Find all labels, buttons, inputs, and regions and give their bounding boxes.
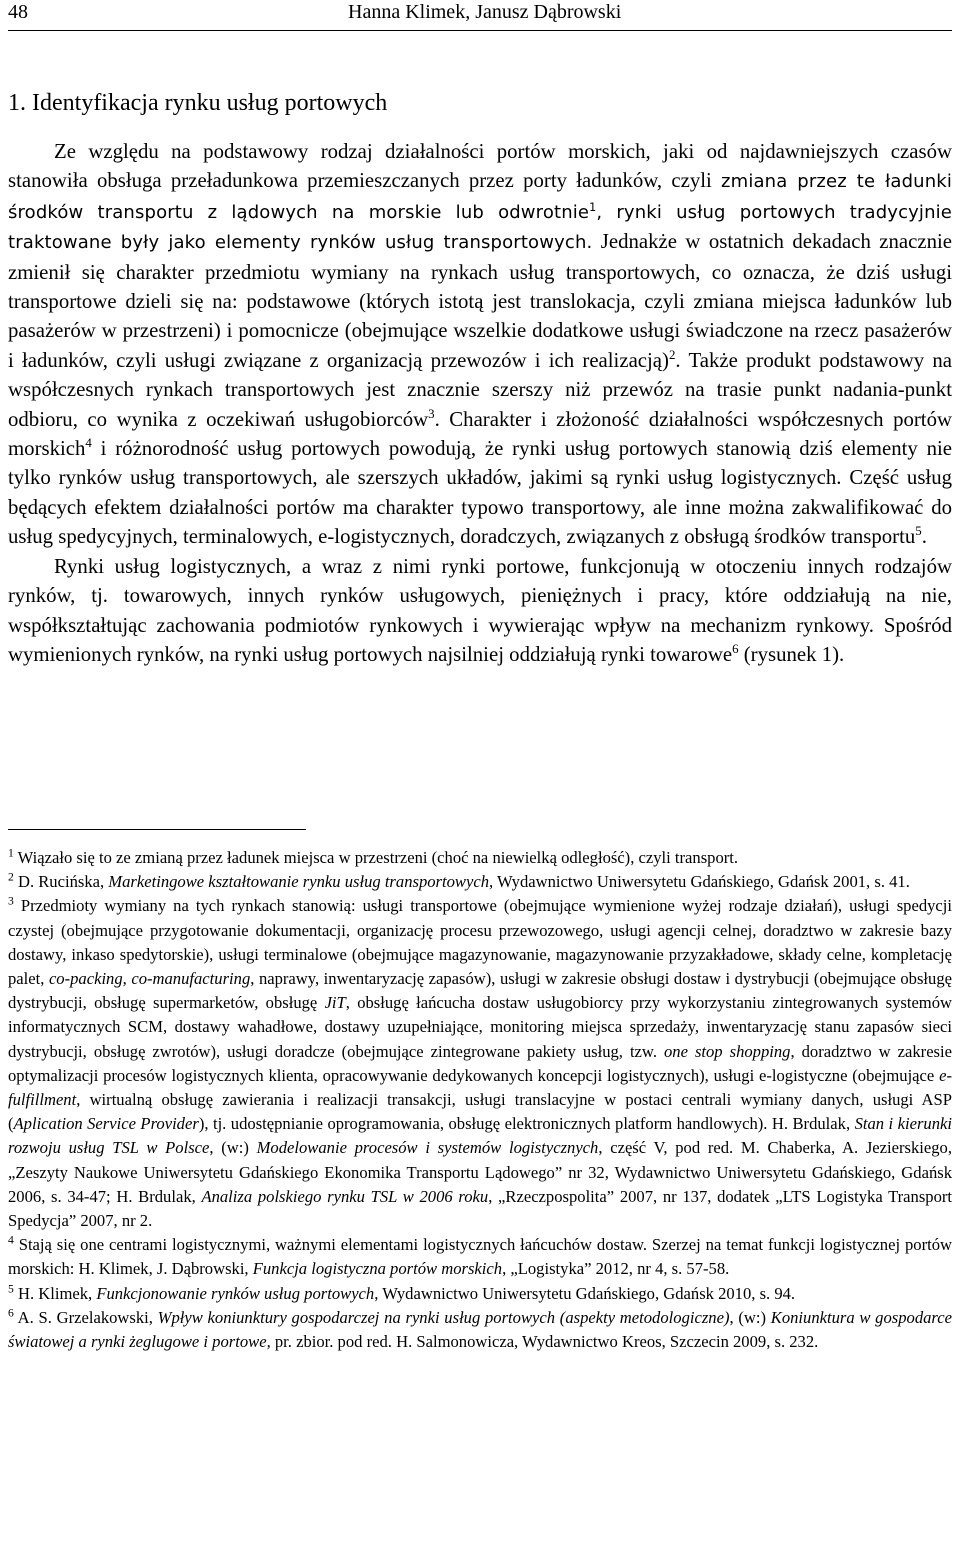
footnote-title: Marketingowe kształtowanie rynku usług transportowych	[108, 872, 489, 892]
footnote-text: , część V, pod red. M. Chaberka, A. Jezierskiego, „Zeszyty Naukowe Uniwersytetu Gdańskiego Ekonomika Transportu Lądowego” nr 32, Wydawnictwo Uniwersytetu Gdańskiego, Gdańsk 2006, s. 34-47; H. Brdulak,	[8, 1138, 952, 1206]
footnote-title: Funkcja logistyczna portów morskich	[252, 1259, 503, 1279]
footnote-text: , (w:)	[209, 1138, 257, 1158]
footnote-term: e-fulfillment	[8, 1065, 952, 1110]
footnote-text: Stają się one centrami logistycznymi, ważnymi elementami logistycznych łańcuchów dostaw. Szerzej na temat funkcji logistycznej portów morskich: H. Klimek, J. Dąbrowski,	[8, 1235, 952, 1279]
paragraph-1-part: . Także produkt podstawowy na współczesnych rynkach transportowych jest znacznie szerszy niż przewóz na trasie punkt nadania-punkt odbioru, co wynika z oczekiwań usługobiorców	[8, 348, 952, 431]
footnote-number: 2	[8, 870, 14, 884]
footnote-title: Modelowanie procesów i systemów logistycznych	[256, 1138, 599, 1158]
footnote-text: Przedmioty wymiany na tych rynkach stanowią: usługi transportowe (obejmujące wymienione wyżej rodzaje działań), usługi spedycji czystej (obejmujące przygotowanie dokumentacji, organizację procesu przewozowego, usługi agencji celnej, doradztwo w zakresie bazy dostawy, inkaso spedytorskie), usługi terminalowe (obejmujące magazynowanie, magazynowanie przyzakładowe, składy celne, kompletację palet,	[8, 896, 952, 989]
footnote-ref-4: 4	[85, 436, 92, 451]
footnote-6	[8, 1306, 952, 1354]
footnote-text: , naprawy, inwentaryzację zapasów), usługi w zakresie obsługi dostaw i dystrybucji (obejmujące obsługę dystrybucji, obsługę supermarketów, obsługę	[8, 969, 952, 1013]
footnote-term: co-packing, co-manufacturing	[48, 969, 251, 989]
footnote-text: , (w:)	[729, 1307, 771, 1327]
footnote-number: 4	[8, 1233, 14, 1247]
paragraph-1-part: zmiana przez te ładunki środków transportu z lądowych na morskie lub odwrotnie	[8, 171, 952, 223]
running-head	[8, 0, 952, 30]
footnote-title: Analiza polskiego rynku TSL w 2006 roku	[201, 1186, 489, 1206]
footnote-text: H. Klimek,	[13, 1283, 97, 1303]
paragraph-1-part: .	[921, 525, 927, 549]
footnotes	[8, 846, 952, 1354]
footnote-1	[8, 846, 952, 870]
footnote-number: 3	[8, 894, 14, 908]
footnote-2	[8, 870, 952, 894]
footnote-text: Wiązało się to ze zmianą przez ładunek miejsca w przestrzeni (choć na niewielką odległość), czyli transport.	[13, 848, 739, 867]
paragraph-1-part: i różnorodność usług portowych powodują, że rynki usług portowych stanowią dziś elementy nie tylko rynków usług transportowych, ale szerszych układów, jakimi są rynki usług logistycznych. Część usług będących efektem działalności portów ma charakter typowo transportowy, ale inne można zakwalifikować do usług spedycyjnych, terminalowych, e-logistycznych, doradczych, związanych z obsługą środków transportu	[8, 437, 952, 549]
paragraph-2-part: (rysunek 1).	[738, 642, 845, 666]
section-heading: 1. Identyfikacja rynku usług portowych	[8, 90, 388, 116]
footnote-title: Stan i kierunki rozwoju usług TSL w Polsce	[8, 1114, 953, 1158]
footnote-3	[8, 894, 952, 1233]
paragraph-1-part: . Charakter i złożoność działalności współczesnych portów morskich	[8, 407, 952, 461]
footnote-number: 6	[8, 1306, 14, 1320]
footnote-title: Wpływ koniunktury gospodarczej na rynki usług portowych (aspekty metodologiczne)	[157, 1307, 730, 1327]
footnote-text: , obsługę łańcucha dostaw usługobiorcy przy wykorzystaniu zintegrowanych systemów informatycznych SCM, dostawy wahadłowe, dostawy uzupełniające, monitoring miejsca sprzedaży, inwentaryzację stanu zapasów sieci dystrybucji, obsługę zwrotów), usługi doradcze (obejmujące zintegrowane pakiety usług, tzw.	[8, 993, 952, 1061]
running-head-authors: Hanna Klimek, Janusz Dąbrowski	[348, 1, 622, 23]
paragraph-1-part: , rynki usług portowych tradycyjnie traktowane były jako elementy rynków usług transportowych.	[8, 201, 953, 254]
header-rule	[8, 30, 952, 31]
footnote-title: Funkcjonowanie rynków usług portowych	[96, 1283, 375, 1303]
paragraph-1-part: Jednakże w ostatnich dekadach znacznie zmienił się charakter przedmiotu wymiany na rynkach usług transportowych, co oznacza, że dziś usługi transportowe dzieli się na: podstawowe (których istotą jest translokacja, czyli zmiana miejsca ładunków lub pasażerów w przestrzeni) i pomocnicze (obejmujące wszelkie dodatkowe usługi świadczone na rzecz pasażerów i ładunków, czyli usługi związane z organizacją przewozów i ich realizacją)	[8, 230, 952, 372]
footnote-4	[8, 1233, 952, 1281]
footnote-title: Koniunktura w gospodarce światowej a rynki żeglugowe i portowe,	[8, 1307, 952, 1352]
footnote-text: , „Logistyka” 2012, nr 4, s. 57-58.	[502, 1259, 730, 1279]
footnote-text: , Wydawnictwo Uniwersytetu Gdańskiego, Gdańsk 2010, s. 94.	[374, 1283, 796, 1303]
footnote-text: , „Rzeczpospolita” 2007, nr 137, dodatek „LTS Logistyka Transport Spedycja” 2007, nr 2.	[8, 1186, 953, 1231]
footnote-ref-2: 2	[668, 347, 676, 362]
footnote-text: , Wydawnictwo Uniwersytetu Gdańskiego, Gdańsk 2001, s. 41.	[489, 872, 910, 892]
paragraph-1-part: Ze względu na podstawowy rodzaj działalności portów morskich, jaki od najdawniejszych czasów stanowiła obsługa przeładunkowa przemieszczanych przez porty ładunków, czyli	[8, 140, 952, 193]
footnote-text: A. S. Grzelakowski,	[13, 1307, 158, 1327]
footnote-text: pr. zbior. pod red. H. Salmonowicza, Wydawnictwo Kreos, Szczecin 2009, s. 232.	[270, 1332, 819, 1352]
footnote-number: 1	[8, 846, 14, 860]
footnote-text: ), tj. udostępnianie oprogramowania, obsługę elektronicznych platform handlowych). H. Brdulak,	[198, 1114, 855, 1134]
paragraph-2-part: Rynki usług logistycznych, a wraz z nimi rynki portowe, funkcjonują w otoczeniu innych rodzajów rynków, tj. towarowych, innych rynków usługowych, pieniężnych i pracy, które oddziałują na nie, współkształtując zachowania podmiotów rynkowych i wywierając wpływ na mechanizm rynkowy. Spośród wymienionych rynków, na rynki usług portowych najsilniej oddziałują rynki towarowe	[8, 554, 952, 666]
footnote-rule	[8, 829, 306, 830]
paragraph-1	[8, 137, 952, 552]
footnote-term: one stop shopping	[663, 1041, 791, 1061]
footnote-ref-5: 5	[915, 524, 922, 539]
footnote-text: D. Rucińska,	[13, 872, 109, 892]
footnote-number: 5	[8, 1282, 14, 1296]
footnote-term: Aplication Service Provider	[13, 1114, 199, 1134]
footnote-5	[8, 1282, 952, 1306]
body-text	[8, 137, 952, 669]
page-number: 48	[8, 1, 28, 23]
footnote-text: , wirtualną obsługę zawierania i realizacji transakcji, usługi translacyjne w postaci centrali wymiany danych, usługi ASP (	[8, 1090, 952, 1134]
footnote-ref-1: 1	[589, 200, 597, 214]
footnote-ref-6: 6	[732, 641, 739, 656]
footnote-text: , doradztwo w zakresie optymalizacji procesów logistycznych klienta, opracowywanie dedykowanych koncepcji logistycznych), usługi e-logistyczne (obejmujące	[8, 1041, 952, 1085]
paragraph-2	[8, 552, 952, 670]
footnote-ref-3: 3	[428, 406, 435, 421]
footnote-term: JiT	[324, 993, 346, 1013]
